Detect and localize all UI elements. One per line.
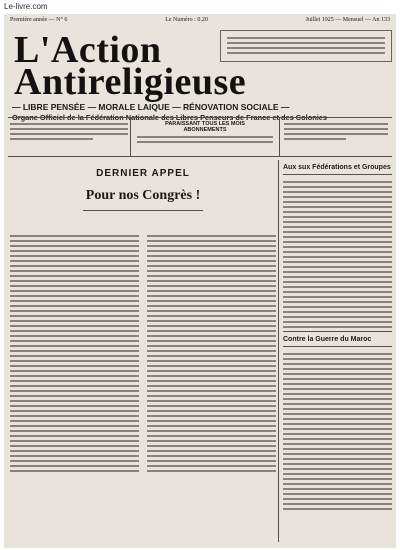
issue-date: Juillet 1925 — Mensuel — An 133: [305, 17, 390, 23]
subscription-frequency: PARAISSANT TOUS LES MOIS: [165, 121, 245, 127]
main-article: [8, 160, 278, 542]
header-strip: [4, 14, 396, 24]
issue-number: Première année — N° 6: [10, 17, 68, 23]
sidebar-section1-text: [283, 178, 392, 328]
article-body: [10, 232, 276, 542]
article-title: Pour nos Congrès !: [85, 188, 201, 203]
site-watermark-caption: Le-livre.com: [4, 2, 48, 11]
masthead-title-line1: L'Action: [14, 29, 162, 71]
title-divider: [83, 210, 203, 211]
sidebar-divider-3: [283, 346, 392, 347]
masthead-notice-box: [220, 30, 392, 62]
sidebar-column: [278, 160, 392, 542]
subscription-box: [130, 118, 280, 156]
newspaper-page: [4, 14, 396, 548]
sidebar-section1-title: Aux sux Fédérations et Groupes: [283, 164, 391, 171]
slogans: — LIBRE PENSÉE — MORALE LAIQUE — RÉNOVATION SOCIALE —: [12, 102, 290, 112]
issue-price: Le Numéro : 0.20: [165, 17, 208, 23]
article-kicker: DERNIER APPEL: [96, 168, 190, 179]
columns: [8, 160, 392, 542]
info-right-block: [280, 118, 392, 156]
subscription-heading: ABONNEMENTS: [183, 127, 227, 133]
info-row: [8, 117, 392, 157]
organe-line: Organe Officiel de la Fédération Nationale des Libres Penseurs de France et des Colonies: [12, 113, 328, 122]
article-column-right: [147, 232, 276, 542]
masthead: [4, 24, 396, 120]
sidebar-section2-title: Contre la Guerre du Maroc: [283, 336, 372, 343]
info-left-block: [8, 118, 130, 156]
masthead-title-line2: Antireligieuse: [14, 61, 247, 103]
sidebar-divider: [283, 174, 392, 175]
sidebar-divider-2: [283, 331, 392, 332]
article-column-left: [10, 232, 139, 542]
sidebar-section2-text: [283, 350, 392, 530]
